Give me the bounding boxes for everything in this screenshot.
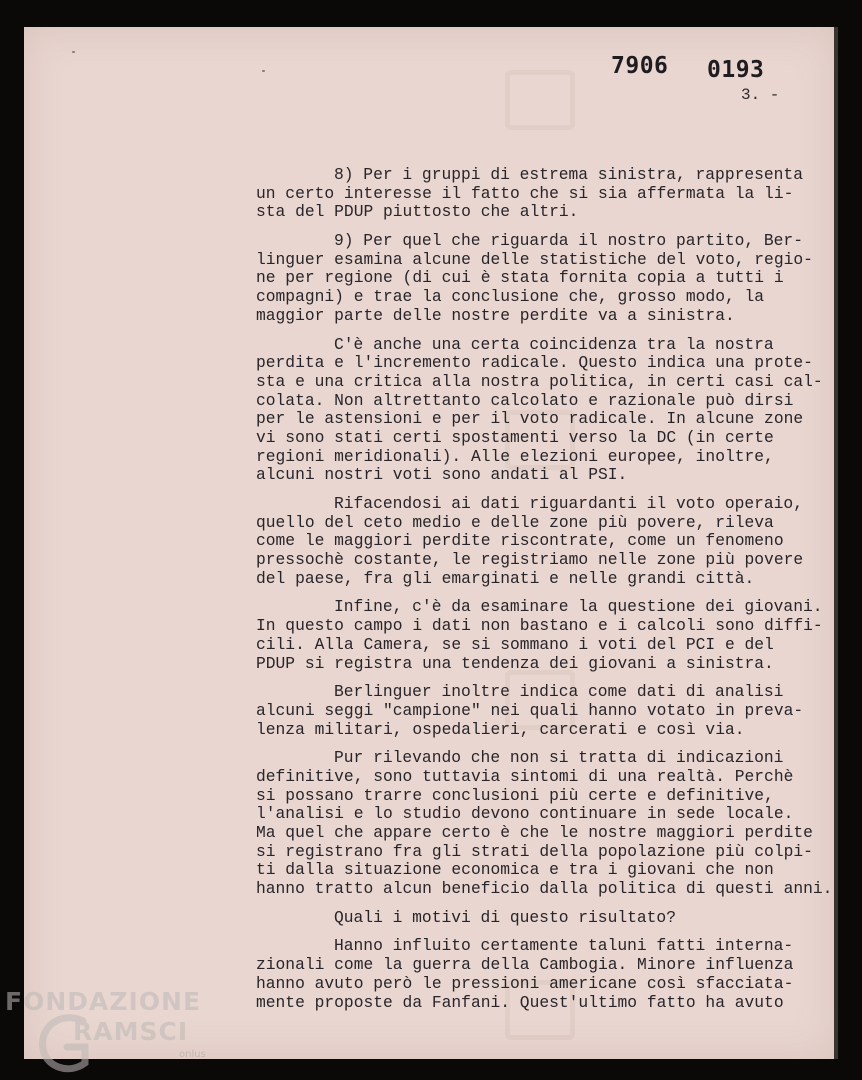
text-line: Rifacendosi ai dati riguardanti il voto operaio, (334, 494, 803, 513)
text-line: l'analisi e lo studio devono continuare in sede locale. (256, 804, 794, 824)
text-line: un certo interesse il fatto che si sia affermata la li- (256, 183, 794, 203)
paragraph (256, 598, 828, 673)
text-line: alcuni nostri voti sono andati al PSI. (256, 465, 628, 485)
text-line: Infine, c'è da esaminare la questione dei giovani. (334, 597, 823, 617)
watermark-line-1: FONDAZIONE (5, 987, 202, 1016)
text-line: zionali come la guerra della Cambogia. Minore influenza (256, 955, 794, 975)
text-line: hanno avuto però le pressioni americane così sfacciata- (256, 973, 794, 993)
text-line: ti dalla situazione economica e tra i giovani che non (256, 860, 774, 880)
text-line: regioni meridionali). Alle elezioni europee, inoltre, (256, 446, 774, 466)
text-line: alcuni seggi "campione" nei quali hanno votato in preva- (256, 700, 804, 720)
paragraph (256, 495, 828, 588)
text-line: definitive, sono tuttavia sintomi di una realtà. Perchè (256, 766, 794, 786)
text-line: quello del ceto medio e delle zone più povere, rileva (256, 512, 774, 532)
watermark-line-3: onlus (179, 1049, 206, 1060)
text-line: linguer esamina alcune delle statistiche del voto, regio- (256, 249, 813, 269)
text-line: hanno tratto alcun beneficio dalla politica di questi anni. (256, 879, 833, 899)
text-line: ne per regione (di cui è stata fornita copia a tutti i (256, 268, 784, 288)
text-line: perdita e l'incremento radicale. Questo indica una prote- (256, 353, 813, 373)
text-line: si possano trarre conclusioni più certe e definitive, (256, 785, 774, 805)
typescript-body (256, 165, 833, 1022)
fondazione-gramsci-watermark (5, 987, 225, 1077)
text-line: lenza militari, ospedalieri, carcerati e così via. (256, 719, 745, 739)
text-line: Berlinguer inoltre indica come dati di analisi (334, 682, 784, 702)
text-line: colata. Non altrettanto calcolato e razionale può dirsi (256, 390, 794, 410)
text-line: per le astensioni e per il voto radicale. In alcune zone (256, 409, 804, 429)
text-line: Pur rilevando che non si tratta di indicazioni (334, 748, 784, 768)
paragraph (256, 683, 828, 739)
text-line: Ma quel che appare certo è che le nostre maggiori perdite (256, 823, 813, 842)
archive-sheet-number: 0193 (707, 57, 765, 83)
text-line: Quali i motivi di questo risultato? (334, 907, 676, 927)
text-line: In questo campo i dati non bastano e i calcoli sono diffi- (256, 616, 823, 636)
paragraph (256, 748, 833, 899)
text-line: sta del PDUP piuttosto che altri. (256, 202, 579, 222)
watermark-line-2: RAMSCI (73, 1017, 189, 1046)
text-line: come le maggiori perdite riscontrate, come un fenomeno (256, 531, 784, 551)
text-line: sta e una critica alla nostra politica, in certi casi cal- (256, 371, 823, 391)
text-line: compagni) e trae la conclusione che, grosso modo, la (256, 287, 765, 307)
text-line: del paese, fra gli emarginati e nelle grandi città. (256, 568, 755, 588)
text-line: C'è anche una certa coincidenza tra la nostra (334, 334, 774, 354)
text-line: maggior parte delle nostre perdite va a sinistra. (256, 305, 735, 325)
paper-speck (72, 51, 75, 53)
paragraph (256, 909, 828, 928)
paragraph (256, 166, 828, 222)
paper-speck (262, 70, 265, 72)
text-line: PDUP si registra una tendenza dei giovani a sinistra. (256, 653, 774, 673)
text-line: Hanno influito certamente taluni fatti interna- (334, 936, 794, 956)
text-line: pressochè costante, le registriamo nelle zone più povere (256, 550, 804, 570)
archive-number: 7906 (611, 53, 669, 79)
text-line: 9) Per quel che riguarda il nostro partito, Ber- (334, 231, 803, 251)
text-line: cili. Alla Camera, se si sommano i voti del PCI e del (256, 634, 774, 654)
text-line: mente proposte da Fanfani. Quest'ultimo fatto ha avuto (256, 992, 784, 1012)
paragraph (256, 232, 828, 325)
paragraph (256, 937, 828, 1012)
text-line: vi sono stati certi spostamenti verso la DC (in certe (256, 427, 774, 447)
page-number: 3. - (741, 86, 780, 104)
text-line: si registrano fra gli strati della popolazione più colpi- (256, 841, 813, 861)
paragraph (256, 336, 828, 486)
paper-edge-shadow (834, 27, 838, 1059)
text-line: 8) Per i gruppi di estrema sinistra, rappresenta (334, 165, 803, 184)
